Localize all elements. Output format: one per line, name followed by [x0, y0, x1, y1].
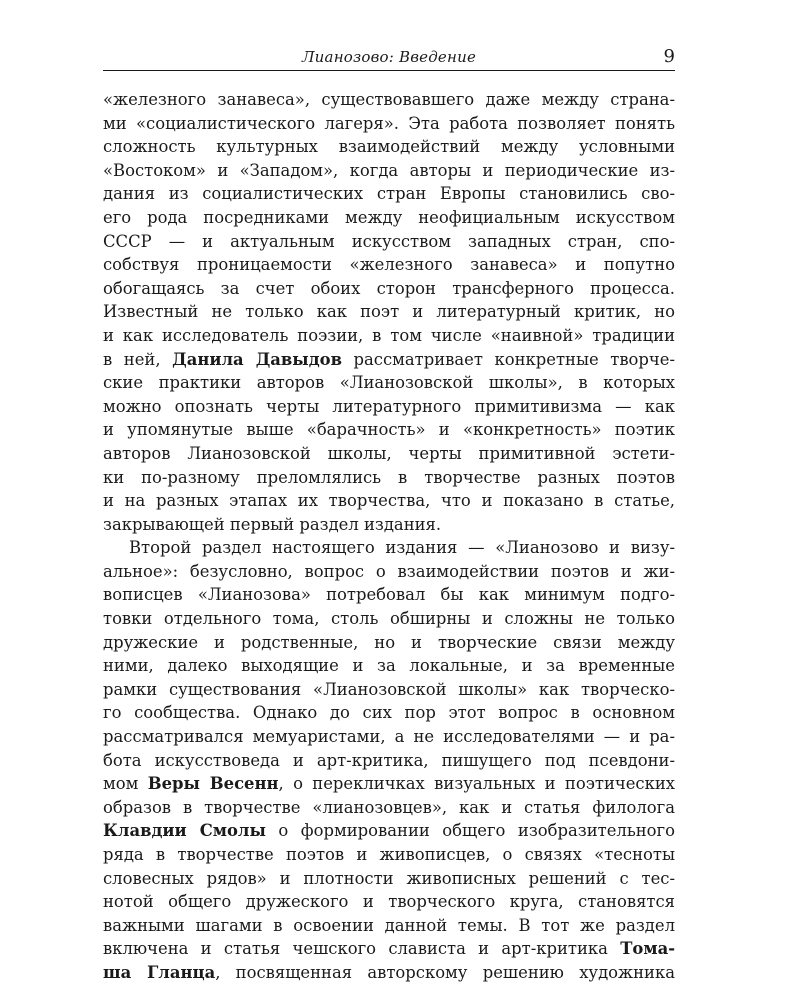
line-text: его рода посредниками между неофициальным искусством	[103, 207, 675, 227]
text-line	[103, 112, 675, 136]
text-line	[103, 937, 675, 961]
line-text: обогащаясь за счет обоих сторон трансферного процесса.	[103, 278, 675, 298]
line-text: ми «социалистического лагеря». Эта работа позволяет понять	[103, 113, 675, 133]
running-title: Лианозово: Введение	[301, 48, 477, 66]
author-name: Веры Весенн	[147, 774, 279, 794]
line-text: образов в творчестве «лианозовцев», как и статья филолога	[103, 797, 675, 817]
text-line	[103, 701, 675, 725]
line-text: закрывающей первый раздел издания.	[103, 514, 442, 534]
author-name: Тома-	[620, 939, 675, 959]
text-line	[103, 466, 675, 490]
text-line	[103, 583, 675, 607]
text-line	[103, 371, 675, 395]
line-text: можно опознать черты литературного примитивизма — как	[103, 396, 675, 416]
text-line	[103, 607, 675, 631]
line-text: ские практики авторов «Лианозовской школы», в которых	[103, 373, 675, 393]
line-text: нотой общего дружеского и творческого круга, становятся	[103, 892, 675, 912]
text-line	[103, 418, 675, 442]
line-text: СССР — и актуальным искусством западных стран, спо-	[103, 231, 675, 251]
text-line	[103, 890, 675, 914]
line-text: и упомянутые выше «барачность» и «конкретность» поэтик	[103, 420, 675, 440]
line-text: дружеские и родственные, но и творческие связи между	[103, 632, 675, 652]
body-text	[103, 88, 675, 985]
text-line	[103, 395, 675, 419]
line-text: рассматривался мемуаристами, а не исследователями — и ра-	[103, 727, 675, 747]
text-line	[103, 772, 675, 796]
text-line	[103, 914, 675, 938]
text-line	[103, 300, 675, 324]
line-text: и как исследователь поэзии, в том числе «наивной» традиции	[103, 325, 675, 345]
line-text: словесных рядов» и плотности живописных решений с тес-	[103, 868, 675, 888]
text-line	[103, 230, 675, 254]
line-text: о формировании общего изобразительного	[265, 821, 675, 841]
line-text: собствуя проницаемости «железного занавеса» и попутно	[103, 255, 675, 275]
text-line	[103, 560, 675, 584]
text-line	[103, 253, 675, 277]
text-line	[103, 843, 675, 867]
page-number: 9	[663, 46, 675, 67]
line-text: в ней,	[103, 349, 173, 369]
line-text: альное»: безусловно, вопрос о взаимодействии поэтов и жи-	[103, 561, 675, 581]
text-line	[103, 867, 675, 891]
text-line	[103, 631, 675, 655]
line-text: Известный не только как поэт и литературный критик, но	[103, 302, 675, 322]
line-text: , о перекличках визуальных и поэтических	[278, 774, 675, 794]
line-text: «Востоком» и «Западом», когда авторы и периодические из-	[103, 160, 675, 180]
line-text: включена и статья чешского слависта и арт-критика	[103, 939, 621, 959]
text-line	[103, 442, 675, 466]
text-line	[103, 88, 675, 112]
text-line	[103, 277, 675, 301]
line-text: , посвященная авторскому решению художника	[215, 962, 675, 982]
text-line	[103, 796, 675, 820]
line-text: ними, далеко выходящие и за локальные, и за временные	[103, 656, 675, 676]
line-text: и на разных этапах их творчества, что и показано в статье,	[103, 491, 675, 511]
line-text: важными шагами в освоении данной темы. В тот же раздел	[103, 915, 675, 935]
text-line	[103, 654, 675, 678]
line-text: вописцев «Лианозова» потребовал бы как минимум подго-	[103, 585, 675, 605]
text-line	[103, 135, 675, 159]
line-text: го сообщества. Однако до сих пор этот вопрос в основном	[103, 703, 675, 723]
line-text: ки по-разному преломлялись в творчестве разных поэтов	[103, 467, 675, 487]
text-line	[103, 725, 675, 749]
line-text: рамки существования «Лианозовской школы» как творческо-	[103, 679, 675, 699]
author-name: Данила Давыдов	[172, 349, 342, 369]
text-line	[103, 961, 675, 985]
author-name: ша Гланца	[103, 962, 216, 982]
text-line	[103, 513, 675, 537]
text-line	[103, 536, 675, 560]
line-text: бота искусствоведа и арт-критика, пишущего под псевдони-	[103, 750, 675, 770]
text-line	[103, 678, 675, 702]
text-line	[103, 489, 675, 513]
line-text: Второй раздел настоящего издания — «Лианозово и визу-	[129, 538, 675, 558]
text-line	[103, 182, 675, 206]
text-line	[103, 206, 675, 230]
line-text: товки отдельного тома, столь обширны и сложны не только	[103, 609, 675, 629]
line-text: авторов Лианозовской школы, черты примитивной эстети-	[103, 443, 675, 463]
line-text: мом	[103, 774, 148, 794]
line-text: дания из социалистических стран Европы становились сво-	[103, 184, 675, 204]
text-line	[103, 324, 675, 348]
line-text: рассматривает конкретные творче-	[341, 349, 675, 369]
line-text: ряда в творчестве поэтов и живописцев, о связях «тесноты	[103, 845, 675, 864]
author-name: Клавдии Смолы	[103, 821, 266, 841]
text-line	[103, 348, 675, 372]
text-line	[103, 159, 675, 183]
text-line	[103, 819, 675, 843]
running-header	[103, 44, 675, 71]
text-line	[103, 749, 675, 773]
line-text: «железного занавеса», существовавшего даже между страна-	[103, 90, 675, 109]
line-text: сложность культурных взаимодействий между условными	[103, 137, 675, 157]
